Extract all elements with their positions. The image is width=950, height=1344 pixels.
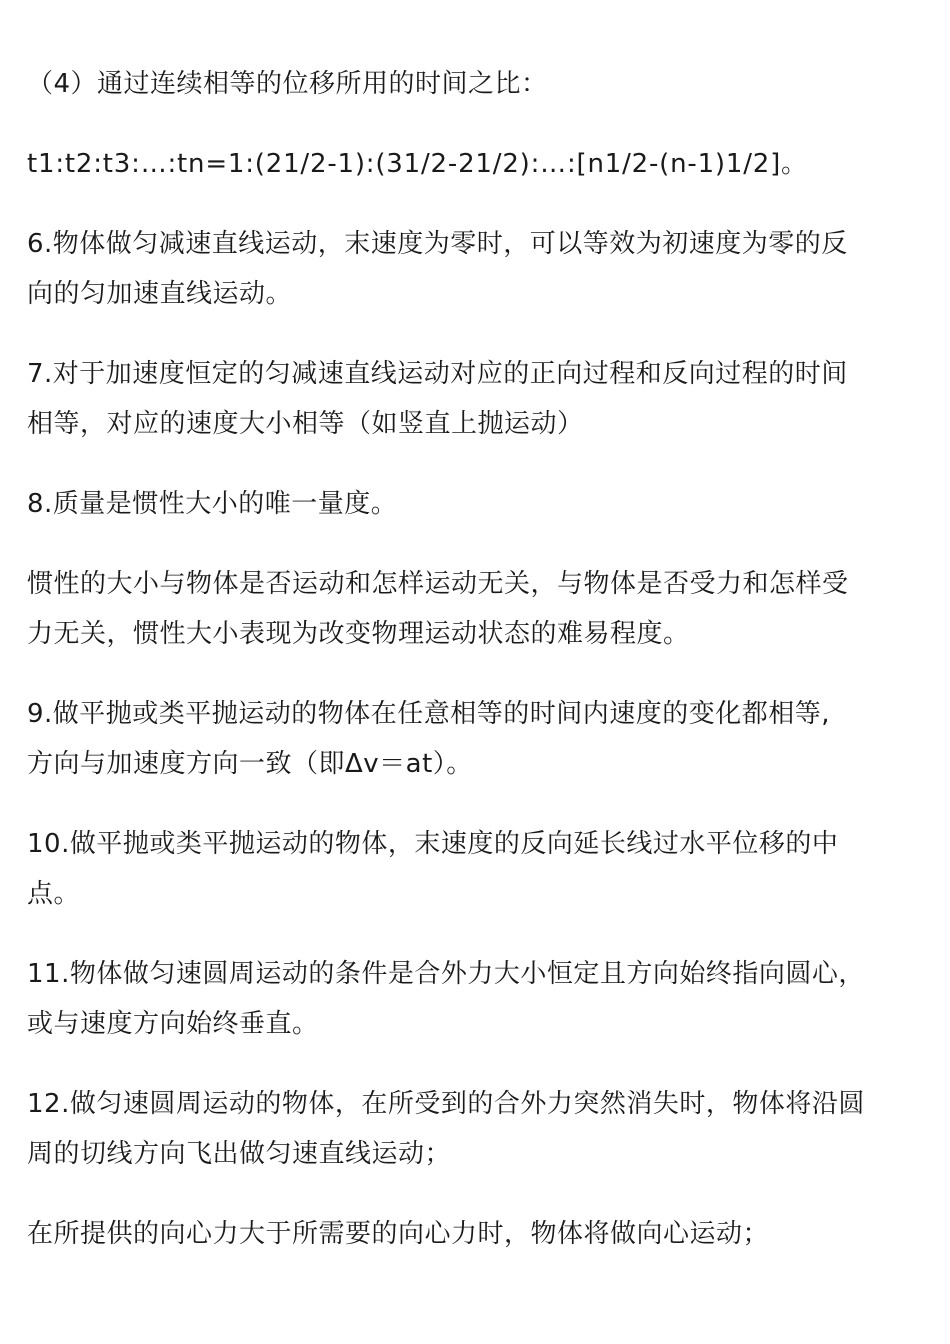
text-line-inertia: 惯性的大小与物体是否运动和怎样运动无关，与物体是否受力和怎样受 (27, 569, 849, 599)
text-line-item-10-cont: 点。 (27, 879, 81, 909)
text-line-item-11-cont: 或与速度方向始终垂直。 (27, 1009, 319, 1039)
text-line-item-11: 11.物体做匀速圆周运动的条件是合外力大小恒定且方向始终指向圆心， (27, 959, 865, 989)
text-line-time-ratio-formula: t1:t2:t3:…:tn=1:(21/2-1):(31/2-21/2):…:[n1/2-(n-1)1/2]。 (27, 149, 808, 179)
text-line-4-heading: （4）通过连续相等的位移所用的时间之比： (27, 69, 548, 99)
text-line-item-9-cont: 方向与加速度方向一致（即Δv＝at）。 (27, 749, 473, 779)
text-line-item-10: 10.做平抛或类平抛运动的物体，末速度的反向延长线过水平位移的中 (27, 829, 839, 859)
text-line-inertia-cont: 力无关，惯性大小表现为改变物理运动状态的难易程度。 (27, 619, 690, 649)
text-line-item-7-cont: 相等，对应的速度大小相等（如竖直上抛运动） (27, 409, 584, 439)
text-line-item-8: 8.质量是惯性大小的唯一量度。 (27, 489, 398, 519)
text-line-item-7: 7.对于加速度恒定的匀减速直线运动对应的正向过程和反向过程的时间 (27, 359, 848, 389)
text-line-item-9: 9.做平抛或类平抛运动的物体在任意相等的时间内速度的变化都相等, (27, 699, 831, 729)
text-line-item-12: 12.做匀速圆周运动的物体，在所受到的合外力突然消失时，物体将沿圆 (27, 1089, 865, 1119)
text-line-item-12-cont: 周的切线方向飞出做匀速直线运动； (27, 1139, 452, 1169)
text-line-centripetal: 在所提供的向心力大于所需要的向心力时，物体将做向心运动； (27, 1219, 770, 1249)
text-line-item-6-cont: 向的匀加速直线运动。 (27, 279, 293, 309)
text-line-item-6: 6.物体做匀减速直线运动，末速度为零时，可以等效为初速度为零的反 (27, 229, 848, 259)
